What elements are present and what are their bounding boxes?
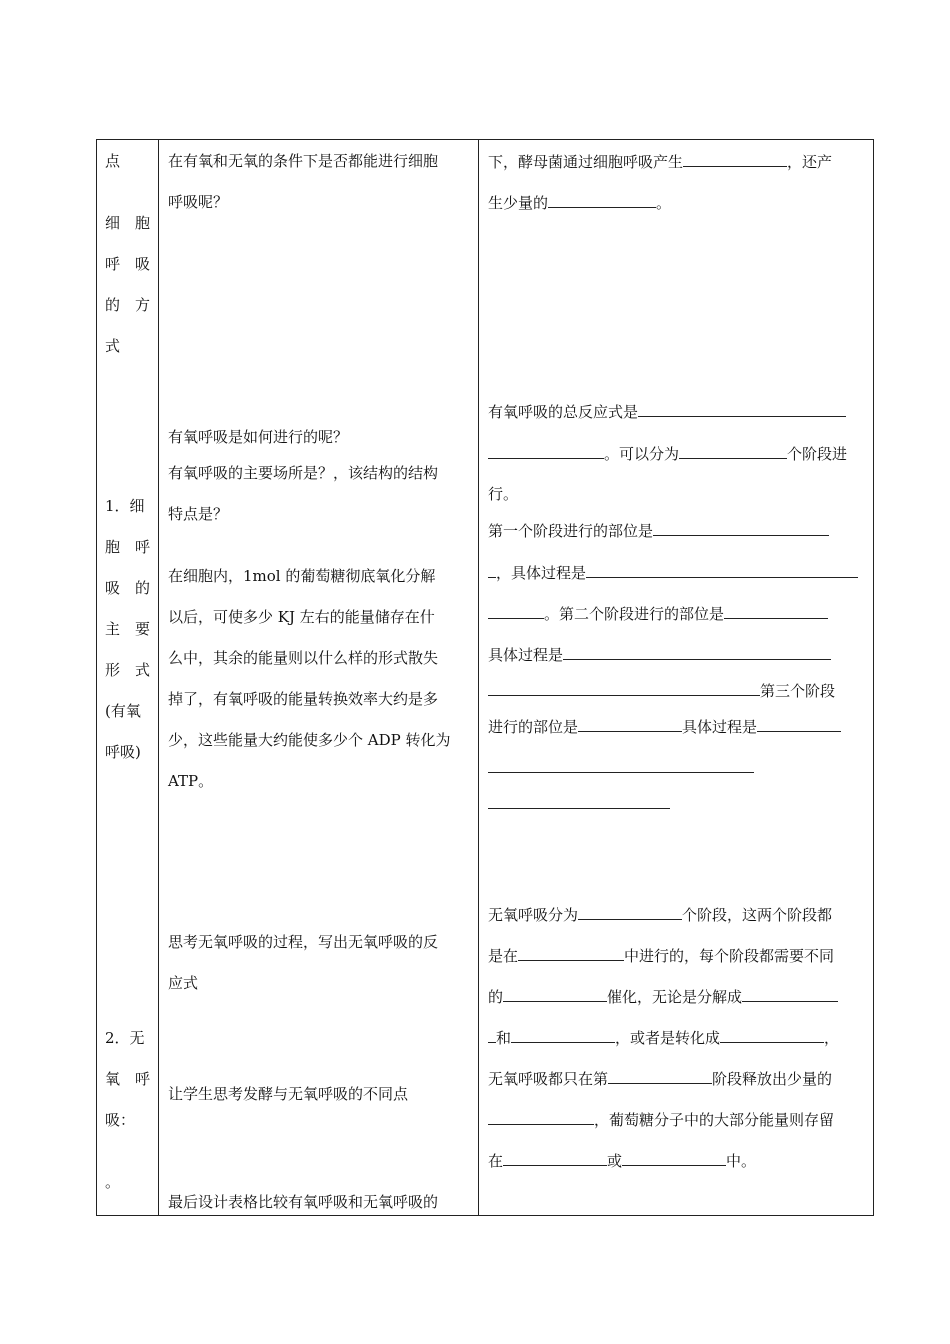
question-text: 有氧呼吸是如何进行的呢？ [168,428,349,446]
fill-blank[interactable] [638,401,846,417]
fill-blank[interactable] [679,443,787,459]
fill-blank[interactable] [653,520,829,536]
fill-blank[interactable] [503,986,607,1002]
answer-text: 第一个阶段进行的部位是 [488,522,654,540]
question-text: 最后设计表格比较有氧呼吸和无氧呼吸的 [168,1193,439,1211]
answer-line [488,945,834,966]
answer-line [488,644,831,665]
topic-text: 吸 的 [105,579,151,597]
topic-text: 式 [105,337,121,355]
fill-blank[interactable] [586,562,858,578]
answer-text: 。第二个阶段进行的部位是 [544,605,725,623]
answer-text: ， [824,1029,840,1047]
answer-text: 和 [496,1029,512,1047]
answer-text: 生少量的 [488,194,549,212]
answer-line [488,1109,834,1130]
lesson-table [96,139,874,1216]
topic-text: (有氧 [105,702,141,720]
fill-blank[interactable] [488,793,670,809]
fill-blank[interactable] [503,1150,607,1166]
answer-line [488,520,829,541]
answer-text: 个阶段，这两个阶段都 [682,906,833,924]
answer-line [488,1068,832,1089]
question-text: ATP。 [168,772,214,790]
question-text: 应式 [168,974,199,992]
fill-blank[interactable] [548,192,656,208]
fill-blank[interactable] [724,603,828,619]
answer-text: 是在 [488,947,519,965]
question-text: 少，这些能量大约能使多少个 ADP 转化为 [168,731,451,749]
fill-blank[interactable] [608,1068,712,1084]
fill-blank[interactable] [683,151,787,167]
topic-text: 的 方 [105,296,151,314]
topic-text: 呼吸) [105,743,141,761]
answer-text: 或 [607,1152,623,1170]
answer-text: 具体过程是 [488,646,564,664]
topic-text: 点 [105,152,121,170]
topic-text: 呼 吸 [105,255,151,273]
answer-text: 进行的部位是 [488,718,579,736]
answer-text: ，葡萄糖分子中的大部分能量则存留 [594,1111,835,1129]
answer-text: 催化，无论是分解成 [607,988,743,1006]
fill-blank[interactable] [488,443,604,459]
answer-text: 个阶段进 [787,445,848,463]
answer-text: 的 [488,988,504,1006]
fill-blank[interactable] [578,716,682,732]
fill-blank[interactable] [511,1027,615,1043]
fill-blank[interactable] [488,603,544,619]
answer-line [488,757,754,778]
question-text: 在细胞内，1mol 的葡萄糖彻底氧化分解 [168,567,436,585]
answer-line [488,1150,756,1171]
fill-blank[interactable] [563,644,831,660]
column-divider-2 [478,140,479,1215]
answer-text: 下，酵母菌通过细胞呼吸产生 [488,153,684,171]
answer-line [488,793,670,814]
answer-line [488,904,832,925]
fill-blank[interactable] [488,757,754,773]
answer-line [488,603,828,624]
question-text: 以后，可使多少 KJ 左右的能量储存在什 [168,608,435,626]
answer-line [488,986,838,1007]
question-text: 思考无氧呼吸的过程，写出无氧呼吸的反 [168,933,439,951]
fill-blank[interactable] [622,1150,726,1166]
answer-line [488,151,832,172]
answer-text: 具体过程是 [682,718,758,736]
answer-line [488,401,846,422]
answer-text: 行。 [488,485,519,503]
answer-line [488,484,518,504]
answer-text: 有氧呼吸的总反应式是 [488,403,639,421]
question-text: 让学生思考发酵与无氧呼吸的不同点 [168,1085,409,1103]
answer-text: 。可以分为 [604,445,680,463]
question-text: 呼吸呢？ [168,193,229,211]
topic-text: 形 式 [105,661,151,679]
topic-text: 细 胞 [105,214,151,232]
topic-text: 2．无 [105,1029,145,1047]
answer-text: ，还产 [787,153,833,171]
question-text: 特点是？ [168,505,229,523]
answer-line [488,716,841,737]
fill-blank[interactable] [757,716,841,732]
answer-text: ，或者是转化成 [615,1029,721,1047]
answer-line [488,680,835,701]
answer-line [488,443,847,464]
answer-text: 无氧呼吸分为 [488,906,579,924]
fill-blank[interactable] [488,1109,594,1125]
topic-text: 。 [105,1173,121,1191]
topic-text: 氧 呼 [105,1070,151,1088]
answer-line [488,562,858,583]
fill-blank[interactable] [488,562,496,578]
topic-text: 1．细 [105,497,145,515]
topic-text: 主 要 [105,620,151,638]
topic-text: 胞 呼 [105,538,151,556]
fill-blank[interactable] [488,1027,496,1043]
question-text: 掉了，有氧呼吸的能量转换效率大约是多 [168,690,439,708]
answer-text: 中。 [726,1152,757,1170]
fill-blank[interactable] [488,680,760,696]
answer-text: 无氧呼吸都只在第 [488,1070,609,1088]
answer-line [488,1027,839,1048]
answer-text: 。 [656,194,672,212]
fill-blank[interactable] [742,986,838,1002]
fill-blank[interactable] [578,904,682,920]
answer-text: ，具体过程是 [496,564,587,582]
answer-text: 中进行的，每个阶段都需要不同 [624,947,835,965]
question-text: 有氧呼吸的主要场所是？，该结构的结构 [168,464,439,482]
fill-blank[interactable] [720,1027,824,1043]
topic-text: 吸： [105,1111,136,1129]
question-text: 在有氧和无氧的条件下是否都能进行细胞 [168,152,439,170]
answer-line [488,192,671,213]
answer-text: 在 [488,1152,504,1170]
column-divider-1 [158,140,159,1215]
question-text: 么中，其余的能量则以什么样的形式散失 [168,649,439,667]
answer-text: 第三个阶段 [760,682,836,700]
answer-text: 阶段释放出少量的 [712,1070,833,1088]
fill-blank[interactable] [518,945,624,961]
